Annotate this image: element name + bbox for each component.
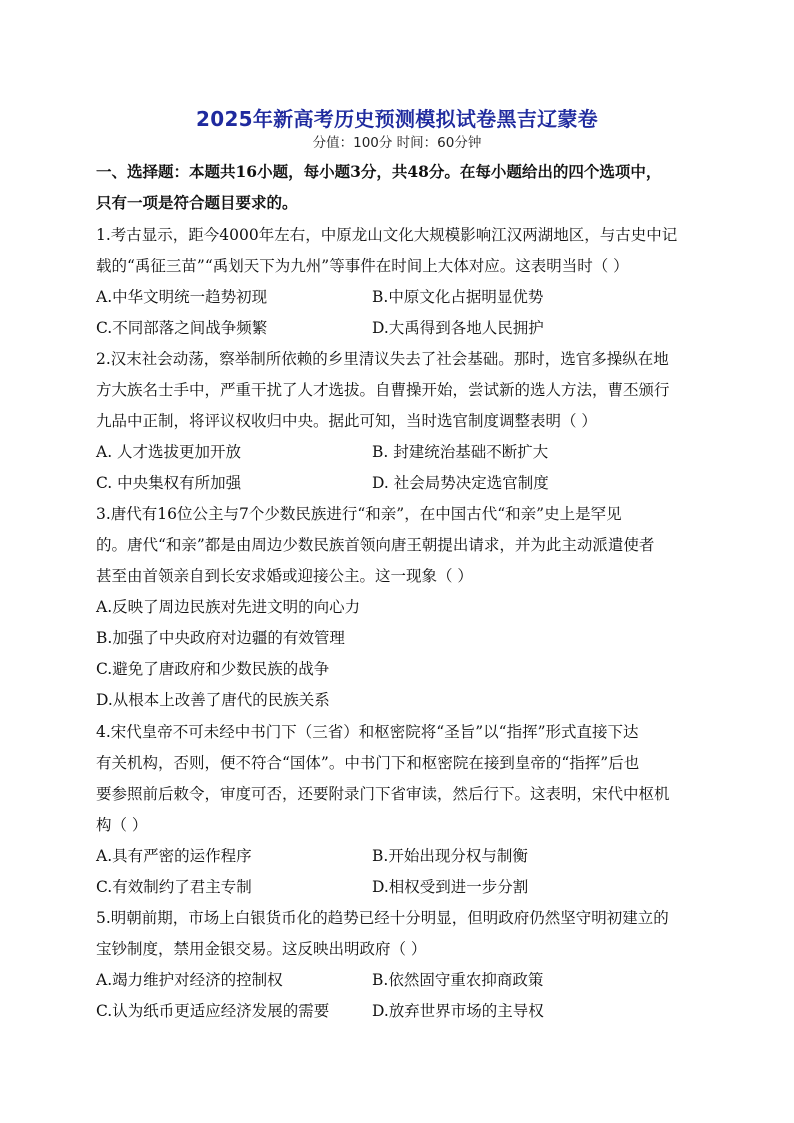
question-3-text: 3.唐代有16位公主与7个少数民族进行“和亲”，在中国古代“和亲”史上是罕见	[96, 505, 622, 523]
question-2-option-c: C. 中央集权有所加强	[96, 474, 242, 492]
question-1-text: 载的“禹征三苗”“禹划天下为九州”等事件在时间上大体对应。这表明当时（ ）	[96, 257, 629, 275]
question-1-option-c: C.不同部落之间战争频繁	[96, 319, 268, 337]
question-2-option-b: B. 封建统治基础不断扩大	[372, 443, 549, 461]
question-4-option-d: D.相权受到进一步分割	[372, 878, 529, 896]
question-5-option-c: C.认为纸币更适应经济发展的需要	[96, 1002, 330, 1020]
question-2-option-a: A. 人才选拔更加开放	[96, 443, 242, 461]
page-subtitle: 分值：100分 时间：60分钟	[312, 135, 482, 151]
question-5-option-a: A.竭力维护对经济的控制权	[96, 971, 283, 989]
question-4-option-c: C.有效制约了君主专制	[96, 878, 252, 896]
question-3-text: 的。唐代“和亲”都是由周边少数民族首领向唐王朝提出请求，并为此主动派遣使者	[96, 536, 655, 554]
question-1-option-a: A.中华文明统一趋势初现	[96, 288, 268, 306]
question-5-text: 5.明朝前期，市场上白银货币化的趋势已经十分明显，但明政府仍然坚守明初建立的	[96, 909, 669, 927]
question-2-text: 2.汉末社会动荡，察举制所依赖的乡里清议失去了社会基础。那时，选官多操纵在地	[96, 350, 669, 368]
section-heading: 一、选择题：本题共16小题，每小题3分，共48分。在每小题给出的四个选项中，	[96, 162, 662, 181]
page-title: 2025年新高考历史预测模拟试卷黑吉辽蒙卷	[196, 107, 598, 131]
question-1-option-b: B.中原文化占据明显优势	[372, 288, 544, 306]
question-5-option-b: B.依然固守重农抑商政策	[372, 971, 544, 989]
question-3-option-b: B.加强了中央政府对边疆的有效管理	[96, 629, 345, 647]
question-4-text: 构（ ）	[96, 816, 148, 834]
question-1-option-d: D.大禹得到各地人民拥护	[372, 319, 544, 337]
question-4-option-b: B.开始出现分权与制衡	[372, 847, 528, 865]
question-3-option-a: A.反映了周边民族对先进文明的向心力	[96, 598, 361, 616]
question-5-option-d: D.放弃世界市场的主导权	[372, 1002, 544, 1020]
question-2-option-d: D. 社会局势决定选官制度	[372, 474, 549, 492]
question-2-text: 九品中正制，将评议权收归中央。据此可知，当时选官制度调整表明（ ）	[96, 412, 597, 430]
question-4-text: 有关机构，否则，便不符合“国体”。中书门下和枢密院在接到皇帝的“指挥”后也	[96, 754, 640, 772]
question-4-text: 要参照前后敕令，审度可否，还要附录门下省审读，然后行下。这表明，宋代中枢机	[96, 785, 670, 803]
section-heading-cont: 只有一项是符合题目要求的。	[96, 193, 298, 212]
question-1-text: 1.考古显示，距今4000年左右，中原龙山文化大规模影响江汉两湖地区，与古史中记	[96, 226, 678, 244]
question-2-text: 方大族名士手中，严重干扰了人才选拔。自曹操开始，尝试新的选人方法，曹丕颁行	[96, 381, 670, 399]
question-3-option-d: D.从根本上改善了唐代的民族关系	[96, 691, 330, 709]
question-4-option-a: A.具有严密的运作程序	[96, 847, 252, 865]
question-4-text: 4.宋代皇帝不可未经中书门下（三省）和枢密院将“圣旨”以“指挥”形式直接下达	[96, 723, 639, 741]
question-3-text: 甚至由首领亲自到长安求婚或迎接公主。这一现象（ ）	[96, 567, 473, 585]
question-5-text: 宝钞制度，禁用金银交易。这反映出明政府（ ）	[96, 940, 427, 958]
question-3-option-c: C.避免了唐政府和少数民族的战争	[96, 660, 330, 678]
